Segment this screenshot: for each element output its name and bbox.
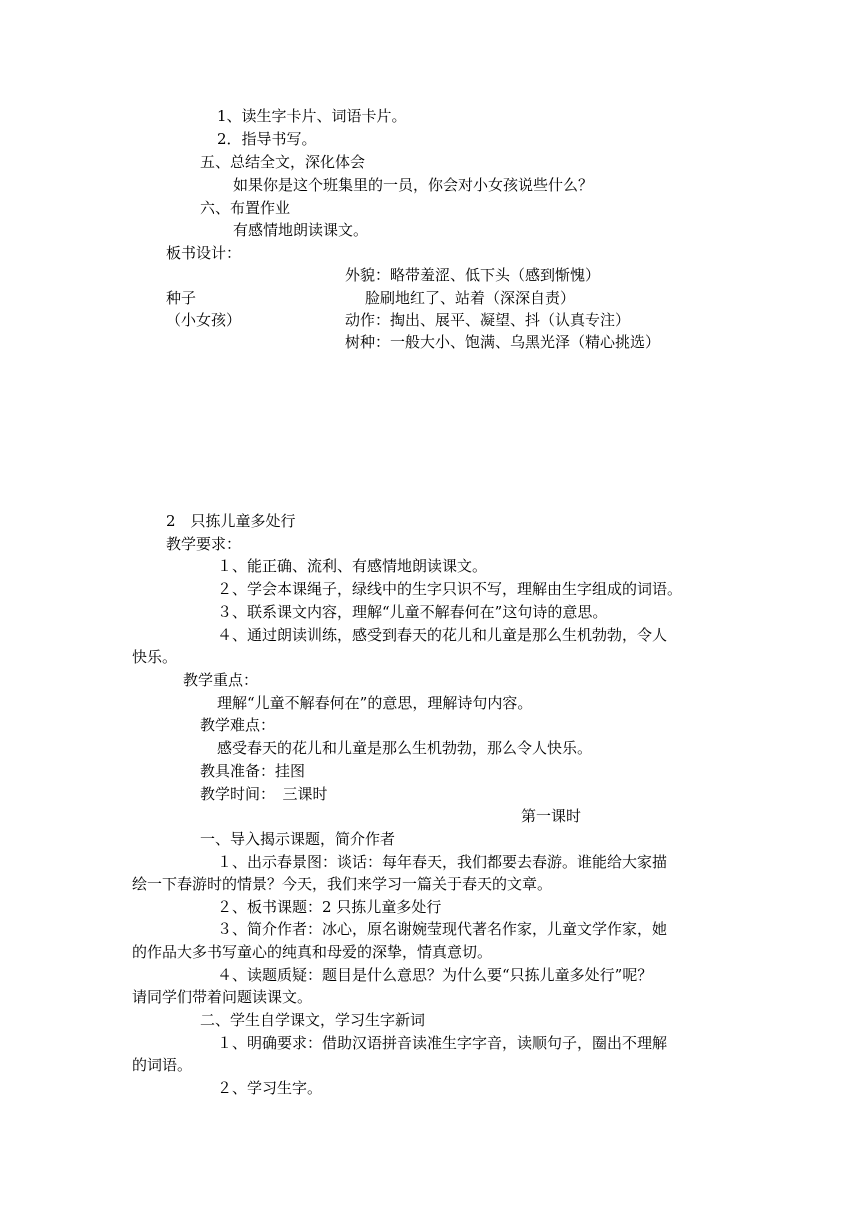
text-line: 教具准备：挂图 (200, 762, 306, 780)
text-line: 的词语。 (132, 1056, 193, 1074)
section-heading: 五、总结全文，深化体会 (200, 153, 366, 171)
section-heading: 六、布置作业 (200, 199, 291, 217)
text-line: 2．指导书写。 (217, 130, 317, 148)
text-line: 请同学们带着问题读课文。 (132, 988, 313, 1006)
text-line: 快乐。 (132, 648, 178, 666)
text-line: ４、读题质疑：题目是什么意思？为什么要“只拣儿童多处行”呢？ (217, 966, 653, 984)
text-line: 如果你是这个班集里的一员，你会对小女孩说些什么？ (233, 176, 594, 194)
text-line: ３、简介作者：冰心，原名谢婉莹现代著名作家，儿童文学作家，她 (217, 920, 668, 938)
class-period-title: 第一课时 (521, 807, 582, 825)
text-line: 感受春天的花儿和儿童是那么生机勃勃，那么令人快乐。 (217, 739, 593, 757)
board-action: 动作：掏出、展平、凝望、抖（认真专注） (345, 311, 631, 329)
text-line: １、明确要求：借助汉语拼音读准生字字音，读顺句子，圈出不理解 (217, 1034, 668, 1052)
board-face: 脸刷地红了、站着（深深自责） (365, 289, 576, 307)
text-line: ３、联系课文内容，理解“儿童不解春何在”这句诗的意思。 (217, 603, 608, 621)
text-line: ２、学习生字。 (217, 1079, 323, 1097)
lesson-title: 2 只拣儿童多处行 (166, 512, 296, 530)
section-heading: 教学要求： (166, 535, 242, 553)
text-line: １、能正确、流利、有感情地朗读课文。 (217, 557, 488, 575)
text-line: 有感情地朗读课文。 (233, 221, 369, 239)
section-heading: 教学难点： (200, 716, 276, 734)
board-design-label: 板书设计： (166, 244, 242, 262)
board-appearance: 外貌：略带羞涩、低下头（感到惭愧） (345, 266, 601, 284)
text-line: 理解“儿童不解春何在”的意思，理解诗句内容。 (217, 694, 533, 712)
board-seed: 种子 (166, 289, 197, 307)
section-heading: 二、学生自学课文，学习生字新词 (200, 1011, 426, 1029)
text-line: 的作品大多书写童心的纯真和母爱的深挚，情真意切。 (132, 943, 493, 961)
text-line: 绘一下春游时的情景？今天，我们来学习一篇关于春天的文章。 (132, 875, 553, 893)
board-girl: （小女孩） (166, 311, 242, 329)
section-heading: 教学重点： (183, 671, 259, 689)
text-line: ２、学会本课绳子，绿线中的生字只识不写，理解由生字组成的词语。 (217, 580, 683, 598)
text-line: ４、通过朗读训练，感受到春天的花儿和儿童是那么生机勃勃，令人 (217, 626, 668, 644)
text-line: 1、读生字卡片、词语卡片。 (217, 107, 407, 125)
board-tree-seed: 树种：一般大小、饱满、乌黑光泽（精心挑选） (345, 333, 661, 351)
section-heading: 一、导入揭示课题，简介作者 (200, 830, 396, 848)
text-line: ２、板书课题：2 只拣儿童多处行 (217, 898, 442, 916)
text-line: １、出示春景图：谈话：每年春天，我们都要去春游。谁能给大家描 (217, 853, 668, 871)
text-line: 教学时间： 三课时 (200, 785, 328, 803)
